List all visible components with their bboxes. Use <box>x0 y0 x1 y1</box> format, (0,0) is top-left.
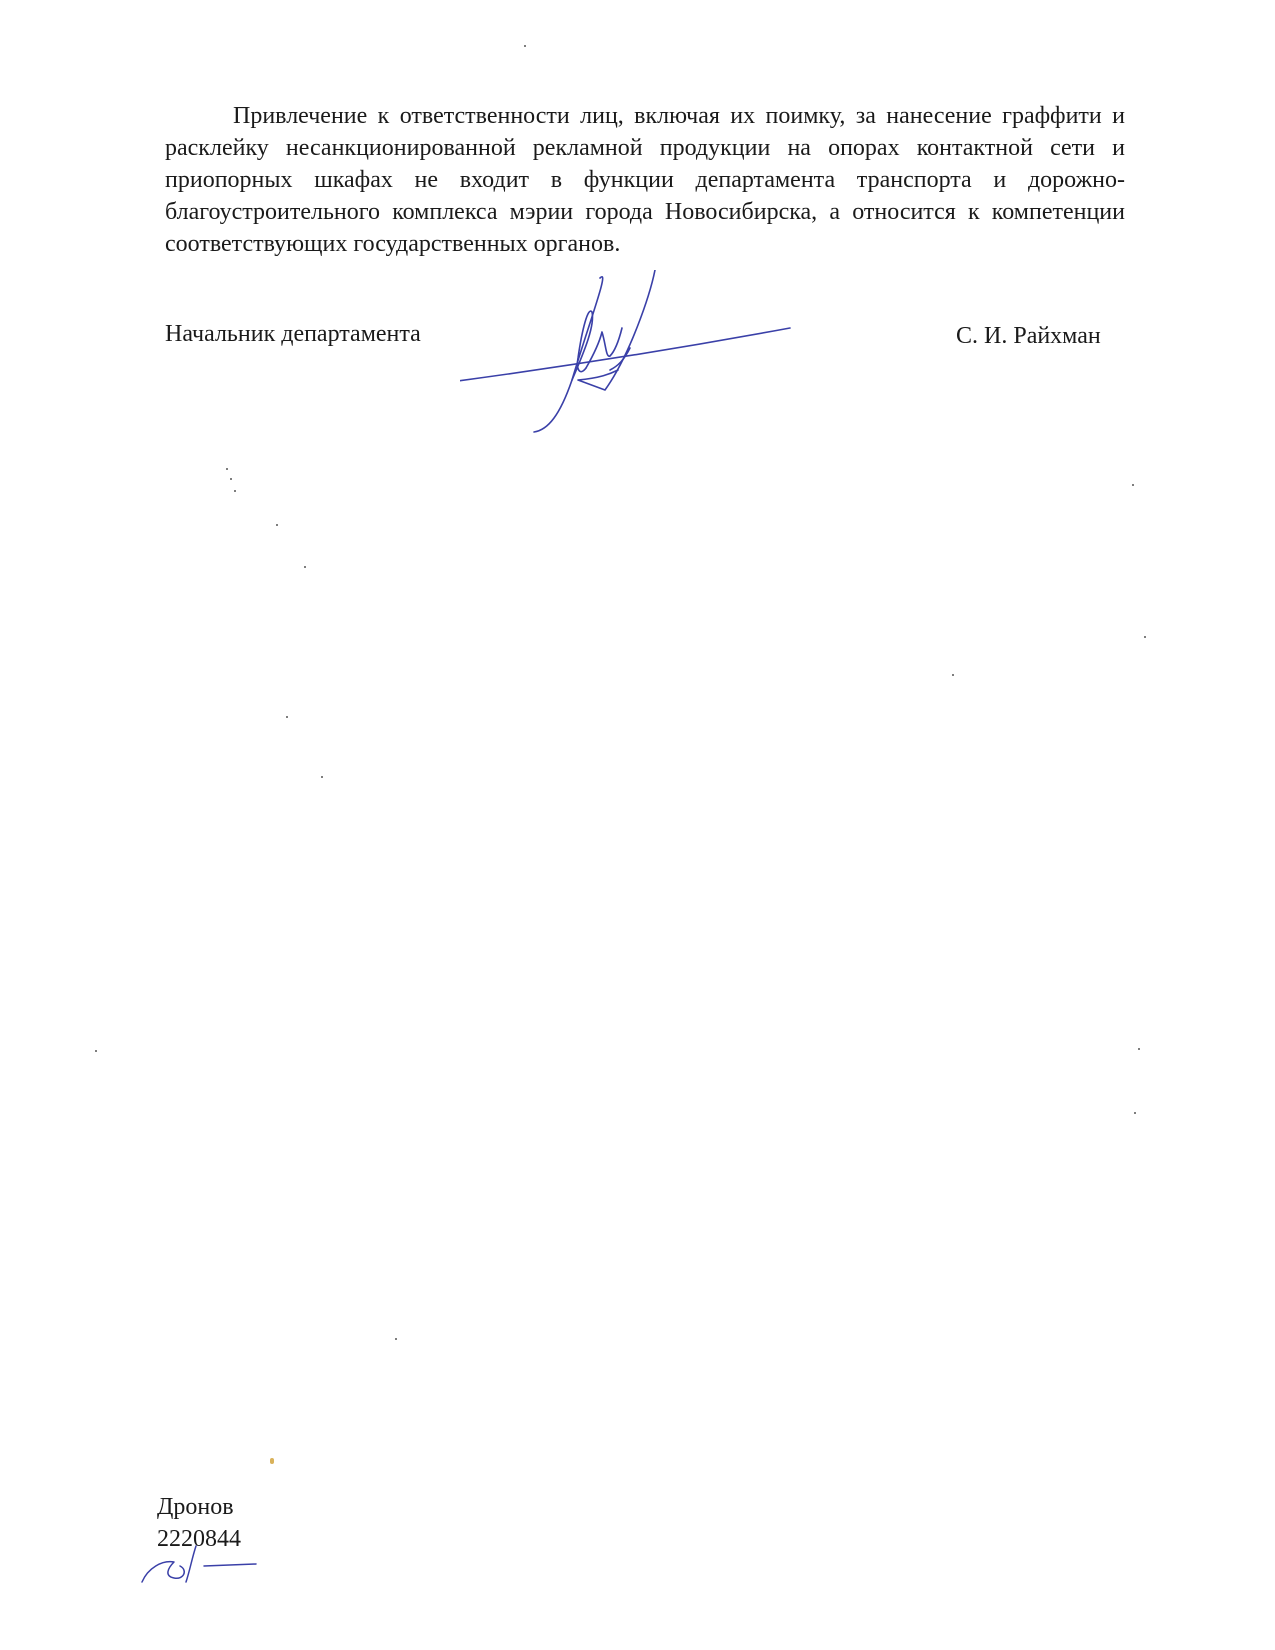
scan-speck <box>1144 636 1146 638</box>
executor-name: Дронов <box>157 1494 234 1520</box>
scan-speck <box>234 490 236 492</box>
scan-speck <box>230 478 232 480</box>
scan-speck <box>321 776 323 778</box>
scan-speck <box>95 1050 97 1052</box>
scan-speck <box>270 1458 274 1464</box>
signer-name: С. И. Райхман <box>956 323 1101 349</box>
scan-speck <box>1134 1112 1136 1114</box>
scan-speck <box>304 566 306 568</box>
executor-phone: 2220844 <box>157 1526 241 1552</box>
scan-speck <box>1138 1048 1140 1050</box>
letter-paragraph: Привлечение к ответственности лиц, включая их поимку, за нанесение граффити и расклейку несанкционированной рекламной продукции на опорах контактной сети и приопорных шкафах не входит в функции департамента транспорта и дорожно-благоустроительного комплекса мэрии города Новосибирска, а относится к компетенции соответствующих государственных органов. <box>165 103 1125 257</box>
handwritten-signature <box>460 270 840 460</box>
scan-speck <box>226 468 228 470</box>
scan-speck <box>395 1338 397 1340</box>
scan-speck <box>524 45 526 47</box>
signer-title: Начальник департамента <box>165 321 421 347</box>
scan-speck <box>1132 484 1134 486</box>
scan-speck <box>952 674 954 676</box>
scan-speck <box>276 524 278 526</box>
initials-mark <box>140 1538 270 1588</box>
scan-speck <box>286 716 288 718</box>
